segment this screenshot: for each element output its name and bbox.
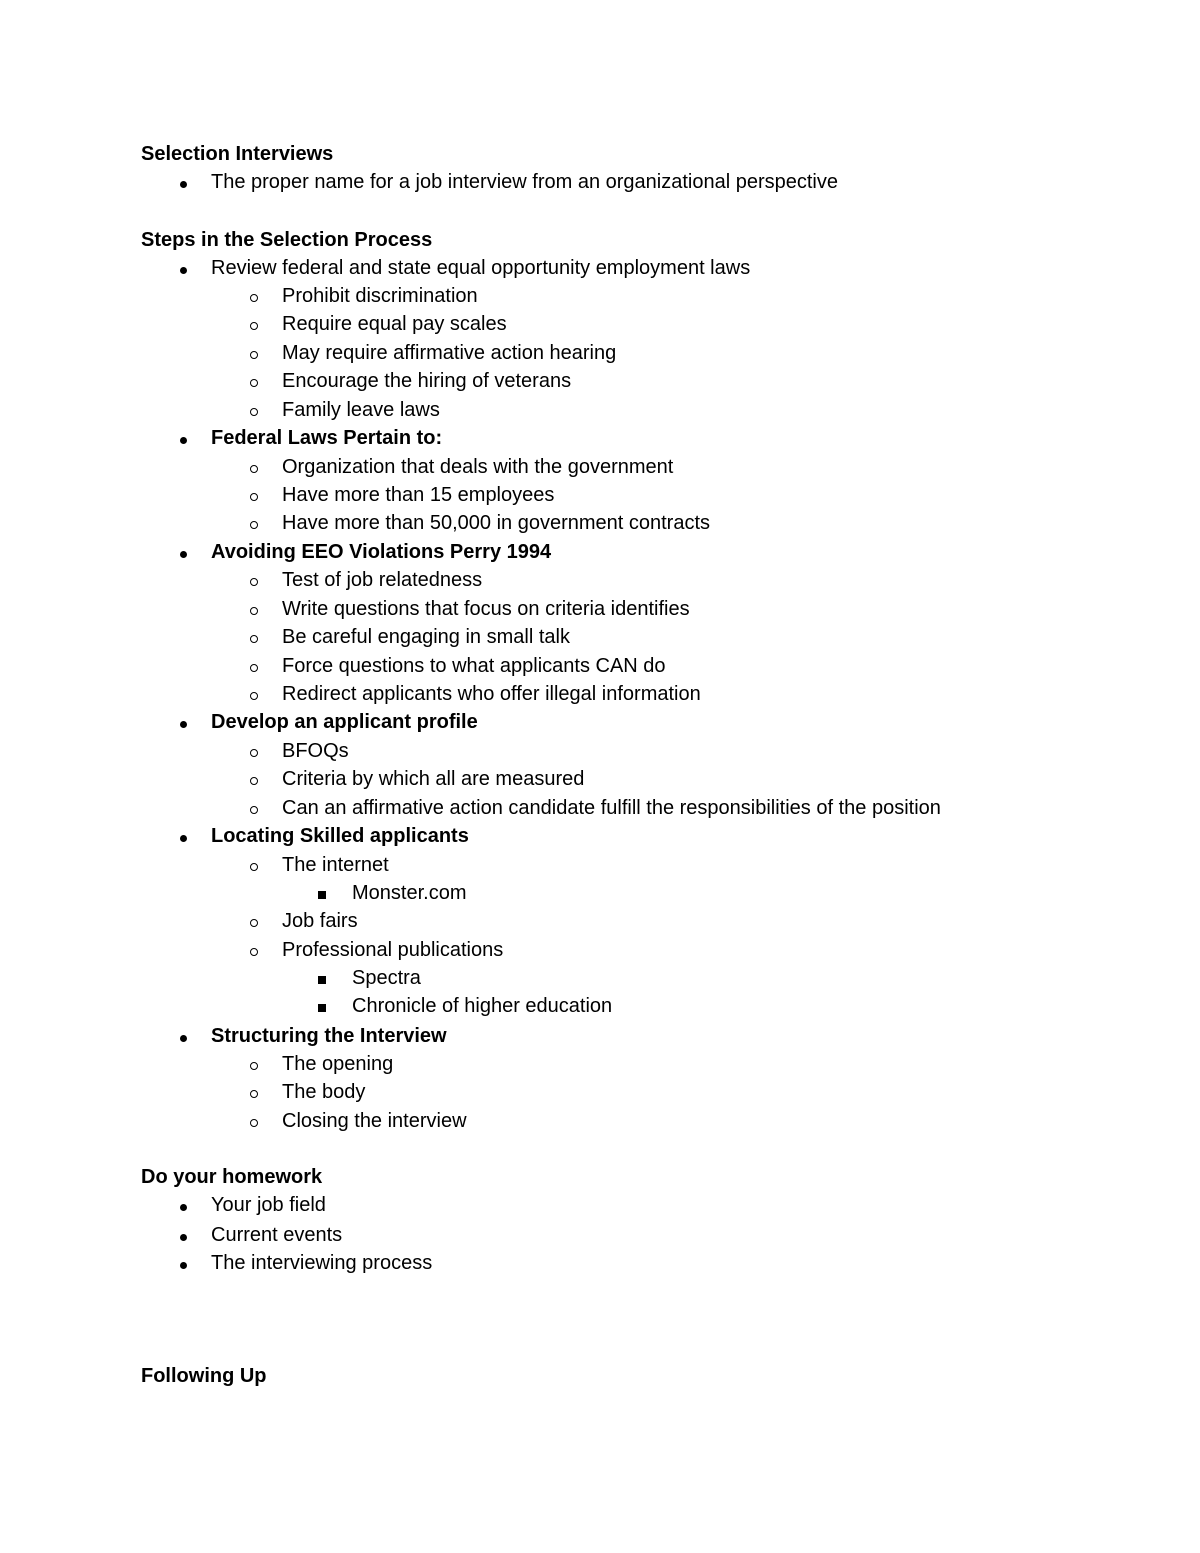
circle-bullet-icon bbox=[250, 398, 258, 422]
list-item: Organization that deals with the government bbox=[282, 456, 674, 478]
bullet-icon bbox=[180, 540, 187, 564]
list-item: Force questions to what applicants CAN do bbox=[282, 655, 666, 677]
square-bullet-icon bbox=[318, 994, 326, 1018]
list-item: The opening bbox=[282, 1053, 394, 1075]
circle-bullet-icon bbox=[250, 1052, 258, 1076]
list-item: Write questions that focus on criteria identifies bbox=[282, 598, 690, 620]
circle-bullet-icon bbox=[250, 739, 258, 763]
list-item-heading: Structuring the Interview bbox=[211, 1025, 447, 1047]
circle-bullet-icon bbox=[250, 597, 258, 621]
circle-bullet-icon bbox=[250, 938, 258, 962]
circle-bullet-icon bbox=[250, 312, 258, 336]
circle-bullet-icon bbox=[250, 1080, 258, 1104]
list-item: Require equal pay scales bbox=[282, 313, 507, 335]
list-item: Chronicle of higher education bbox=[352, 995, 613, 1017]
circle-bullet-icon bbox=[250, 767, 258, 791]
square-bullet-icon bbox=[318, 966, 326, 990]
list-item: The body bbox=[282, 1081, 366, 1103]
circle-bullet-icon bbox=[250, 796, 258, 820]
circle-bullet-icon bbox=[250, 853, 258, 877]
list-item: Monster.com bbox=[352, 882, 467, 904]
list-item: The internet bbox=[282, 854, 389, 876]
circle-bullet-icon bbox=[250, 1109, 258, 1133]
bullet-icon bbox=[180, 1251, 187, 1275]
heading-homework: Do your homework bbox=[141, 1166, 323, 1188]
circle-bullet-icon bbox=[250, 455, 258, 479]
circle-bullet-icon bbox=[250, 682, 258, 706]
list-item: Have more than 50,000 in government contracts bbox=[282, 512, 711, 534]
list-item-heading: Develop an applicant profile bbox=[211, 711, 478, 733]
bullet-icon bbox=[180, 824, 187, 848]
list-item: Have more than 15 employees bbox=[282, 484, 555, 506]
circle-bullet-icon bbox=[250, 654, 258, 678]
bullet-icon bbox=[180, 1193, 187, 1217]
circle-bullet-icon bbox=[250, 483, 258, 507]
bullet-icon bbox=[180, 1024, 187, 1048]
list-item: BFOQs bbox=[282, 740, 349, 762]
list-item: May require affirmative action hearing bbox=[282, 342, 617, 364]
bullet-icon bbox=[180, 256, 187, 280]
list-item-heading: Locating Skilled applicants bbox=[211, 825, 469, 847]
list-item: Spectra bbox=[352, 967, 421, 989]
list-item-heading: Avoiding EEO Violations Perry 1994 bbox=[211, 541, 552, 563]
list-item: Prohibit discrimination bbox=[282, 285, 478, 307]
circle-bullet-icon bbox=[250, 341, 258, 365]
list-item: Review federal and state equal opportunity employment laws bbox=[211, 257, 751, 279]
list-item: Criteria by which all are measured bbox=[282, 768, 585, 790]
list-item: Redirect applicants who offer illegal information bbox=[282, 683, 701, 705]
list-item: Encourage the hiring of veterans bbox=[282, 370, 572, 392]
circle-bullet-icon bbox=[250, 284, 258, 308]
bullet-icon bbox=[180, 1223, 187, 1247]
circle-bullet-icon bbox=[250, 369, 258, 393]
circle-bullet-icon bbox=[250, 568, 258, 592]
heading-steps: Steps in the Selection Process bbox=[141, 229, 433, 251]
list-item: Professional publications bbox=[282, 939, 504, 961]
list-item: Your job field bbox=[211, 1194, 326, 1216]
square-bullet-icon bbox=[318, 881, 326, 905]
list-item: Be careful engaging in small talk bbox=[282, 626, 570, 648]
circle-bullet-icon bbox=[250, 511, 258, 535]
list-item-heading: Federal Laws Pertain to: bbox=[211, 427, 443, 449]
bullet-icon bbox=[180, 426, 187, 450]
list-item: Closing the interview bbox=[282, 1110, 467, 1132]
list-item: The interviewing process bbox=[211, 1252, 433, 1274]
list-item: Can an affirmative action candidate fulfill the responsibilities of the position bbox=[282, 797, 941, 819]
list-item: Test of job relatedness bbox=[282, 569, 483, 591]
bullet-icon bbox=[180, 710, 187, 734]
heading-selection-interviews: Selection Interviews bbox=[141, 143, 334, 165]
bullet-icon bbox=[180, 170, 187, 194]
heading-following-up: Following Up bbox=[141, 1365, 267, 1387]
list-item: Job fairs bbox=[282, 910, 358, 932]
circle-bullet-icon bbox=[250, 909, 258, 933]
circle-bullet-icon bbox=[250, 625, 258, 649]
list-item: Family leave laws bbox=[282, 399, 440, 421]
list-item: The proper name for a job interview from an organizational perspective bbox=[211, 171, 838, 193]
list-item: Current events bbox=[211, 1224, 343, 1246]
